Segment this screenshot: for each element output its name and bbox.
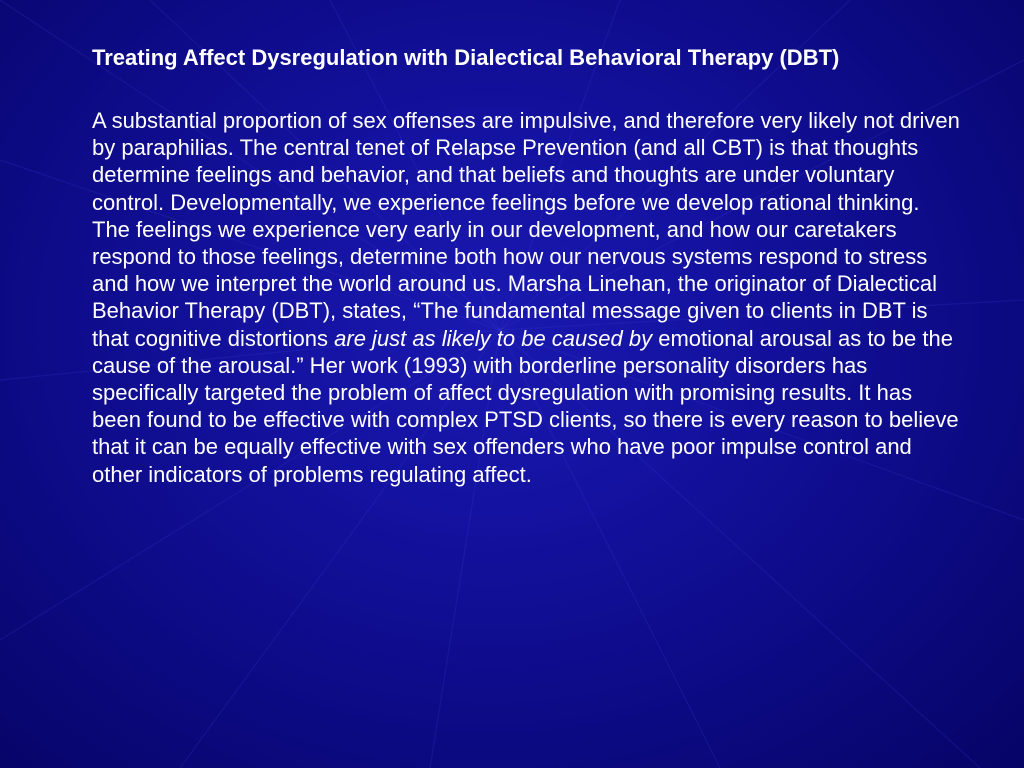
slide-body <box>92 107 962 488</box>
body-text-part-1: A substantial proportion of sex offenses are impulsive, and therefore very likely not driven by paraphilias. The central tenet of Relapse Prevention (and all CBT) is that thoughts determine feelings and behavior, and that beliefs and thoughts are under voluntary control. Developmentally, we experience feelings before we develop rational thinking. The feelings we experience very early in our development, and how our caretakers respond to those feelings, determine both how our nervous systems respond to stress and how we interpret the world around us. Marsha Linehan, the originator of Dialectical Behavior Therapy (DBT), states, “The fundamental message given to clients in DBT is that cognitive distortions <box>92 108 960 351</box>
slide-content <box>92 44 962 488</box>
body-text-part-2: emotional arousal as to be the cause of the arousal.” Her work (1993) with borderline personality disorders has specifically targeted the problem of affect dysregulation with promising results. It has been found to be effective with complex PTSD clients, so there is every reason to believe that it can be equally effective with sex offenders who have poor impulse control and other indicators of problems regulating affect. <box>92 325 959 487</box>
slide-title: Treating Affect Dysregulation with Dialectical Behavioral Therapy (DBT) <box>92 45 840 70</box>
body-text-emphasis: are just as likely to be caused by <box>334 325 653 351</box>
